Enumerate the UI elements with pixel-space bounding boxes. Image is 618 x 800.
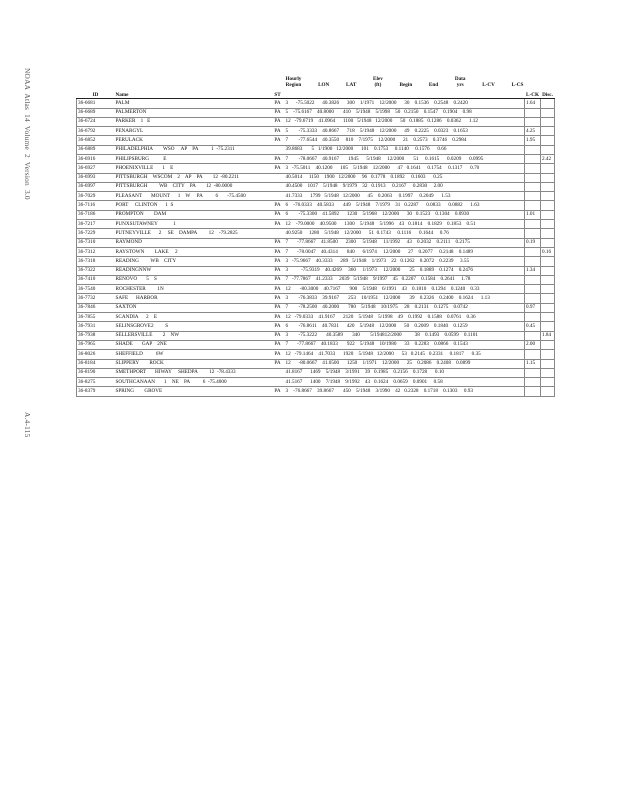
l-ck-cell xyxy=(525,108,541,117)
state-cell: PA xyxy=(271,108,285,117)
table-row xyxy=(77,127,555,136)
disc-cell xyxy=(541,164,555,173)
header-yrs: Data yrs xyxy=(454,76,466,88)
l-ck-cell xyxy=(525,164,541,173)
state-cell: PA xyxy=(271,350,285,359)
station-id-cell: 36-7312 xyxy=(77,247,115,256)
disc-cell xyxy=(541,210,555,219)
station-name-cell: PHOENIXVILLE 1 E xyxy=(115,164,271,173)
station-name-cell: ROCHESTER 1N xyxy=(115,285,271,294)
table-row xyxy=(77,192,555,201)
station-values-cell: 3 -75.5022 40.3826 300 1/1971 12/2000 30 0.1536 0.2548 0.2420 xyxy=(285,99,525,108)
disc-cell xyxy=(541,229,555,238)
l-ck-cell: 0.19 xyxy=(525,238,541,247)
station-id-cell: 36-7217 xyxy=(77,220,115,229)
table-row xyxy=(77,266,555,275)
state-cell: PA xyxy=(271,164,285,173)
state-cell: PA xyxy=(271,201,285,210)
disc-cell: 2.42 xyxy=(541,155,555,164)
l-ck-cell: 1.15 xyxy=(525,359,541,368)
station-values-cell: 3 -76.3833 39.9167 253 10/1951 12/2000 39 0.2326 0.2400 0.1624 1.13 xyxy=(285,294,525,303)
disc-cell xyxy=(541,313,555,322)
disc-cell xyxy=(541,294,555,303)
l-ck-cell xyxy=(525,229,541,238)
station-values-cell: 7 -77.8667 40.1833 922 5/1948 10/1980 33 0.2283 0.0866 0.1543 xyxy=(285,340,525,349)
station-values-cell: 40.5014 1150 1900 12/2000 96 0.1778 0.1892 0.1603 0.25 xyxy=(285,173,525,182)
l-ck-cell: 1.01 xyxy=(525,210,541,219)
station-id-cell: 36-8026 xyxy=(77,350,115,359)
state-cell: PA xyxy=(271,359,285,368)
header-measurements xyxy=(285,67,525,99)
table-row xyxy=(77,387,555,396)
table-row xyxy=(77,108,555,117)
table-row xyxy=(77,145,555,154)
state-cell: PA xyxy=(271,257,285,266)
station-name-cell: RENOVO 5 S xyxy=(115,275,271,284)
station-name-cell: SAXTON xyxy=(115,303,271,312)
disc-cell xyxy=(541,387,555,396)
header-st: ST xyxy=(271,67,285,99)
l-ck-cell xyxy=(525,155,541,164)
l-ck-cell xyxy=(525,331,541,340)
station-name-cell: RAYSTOWN LAKE 2 xyxy=(115,247,271,256)
station-values-cell: 6 -76.8611 40.7831 420 5/1948 12/2000 50 0.2009 0.1840 0.1259 xyxy=(285,322,525,331)
station-values-cell: 7 -77.8667 41.8500 2300 5/1948 11/1992 43 0.2032 0.2111 0.2175 xyxy=(285,238,525,247)
station-values-cell: 7 -77.6544 40.3550 810 7/1975 12/2000 21 0.2573 0.3746 0.2984 xyxy=(285,136,525,145)
disc-cell xyxy=(541,182,555,191)
header-lcs: L-CS xyxy=(511,81,524,88)
l-ck-cell xyxy=(525,294,541,303)
station-name-cell: PARKER 1 E xyxy=(115,117,271,126)
station-id-cell: 36-8190 xyxy=(77,368,115,377)
l-ck-cell: 4.25 xyxy=(525,127,541,136)
station-values-cell: 7 -77.7867 41.2333 2039 5/1948 9/1997 45 0.2207 0.1584 0.2641 1.78 xyxy=(285,275,525,284)
state-cell: PA xyxy=(271,322,285,331)
station-values-cell: 5 -75.6167 40.8000 410 5/1948 5/1998 50 0.2150 0.1547 0.1904 0.98 xyxy=(285,108,525,117)
disc-cell xyxy=(541,350,555,359)
state-cell: PA xyxy=(271,117,285,126)
station-id-cell: 36-6724 xyxy=(77,117,115,126)
table-row xyxy=(77,173,555,182)
station-name-cell: SPRING GROVE xyxy=(115,387,271,396)
header-elev: Elev (ft) xyxy=(373,76,383,88)
station-name-cell: SELLERSVILLE 2 NW xyxy=(115,331,271,340)
station-name-cell: PUTNEYVILLE 2 SE DAMPA 12 -79.2825 xyxy=(115,229,271,238)
disc-cell xyxy=(541,378,555,387)
station-name-cell: PUNXSUTAWNEY 1 xyxy=(115,220,271,229)
station-id-cell: 36-6927 xyxy=(77,164,115,173)
station-name-cell: PHILADELPHIA WSO AP PA 1 -75.2311 xyxy=(115,145,271,154)
station-id-cell: 36-7186 xyxy=(77,210,115,219)
station-values-cell: 3 -75.3222 40.3589 340 5/194812/2000 38 0.1493 0.0599 0.1101 xyxy=(285,331,525,340)
disc-cell xyxy=(541,359,555,368)
station-id-cell: 36-6681 xyxy=(77,99,115,108)
disc-cell xyxy=(541,238,555,247)
station-values-cell: 7 -78.0047 40.4314 840 6/1974 12/2000 27 0.2077 0.2148 0.1489 xyxy=(285,247,525,256)
disc-cell xyxy=(541,108,555,117)
document-title: NOAA Atlas 14 Volume 2 Version 3.0 xyxy=(23,68,32,200)
state-cell: PA xyxy=(271,294,285,303)
disc-cell xyxy=(541,220,555,229)
table-row xyxy=(77,247,555,256)
disc-cell xyxy=(541,285,555,294)
state-cell: PA xyxy=(271,275,285,284)
station-id-cell: 36-6889 xyxy=(77,145,115,154)
station-values-cell: 3 -75.9319 40.4269 360 1/1973 12/2000 25 0.1889 0.1274 0.2476 xyxy=(285,266,525,275)
station-id-cell: 36-6997 xyxy=(77,182,115,191)
station-id-cell: 36-6916 xyxy=(77,155,115,164)
station-name-cell: SHADE GAP 2NE xyxy=(115,340,271,349)
station-values-cell: 12 -80.0667 41.0500 1250 1/1971 12/2000 25 0.2086 0.2408 0.0899 xyxy=(285,359,525,368)
l-ck-cell xyxy=(525,350,541,359)
table-row xyxy=(77,238,555,247)
station-id-cell: 36-7938 xyxy=(77,331,115,340)
table-row xyxy=(77,294,555,303)
station-id-cell: 36-7229 xyxy=(77,229,115,238)
state-cell xyxy=(271,182,285,191)
state-cell: PA xyxy=(271,313,285,322)
state-cell: PA xyxy=(271,99,285,108)
header-lcv: L-CV xyxy=(482,81,495,88)
station-name-cell: PITTSBURGH WSCOM 2 AP PA 12 -80.2211 xyxy=(115,173,271,182)
station-values-cell: 12 -79.0333 41.9167 2120 5/1948 5/1998 49 0.1992 0.1588 0.0761 0.36 xyxy=(285,313,525,322)
station-id-cell: 36-7846 xyxy=(77,303,115,312)
table-row xyxy=(77,257,555,266)
table-row xyxy=(77,285,555,294)
table-row xyxy=(77,220,555,229)
disc-cell xyxy=(541,99,555,108)
table-row xyxy=(77,275,555,284)
station-name-cell: SCANDIA 2 E xyxy=(115,313,271,322)
header-lat: LAT xyxy=(346,81,357,88)
station-name-cell: READING WB CITY xyxy=(115,257,271,266)
station-id-cell: 36-7931 xyxy=(77,322,115,331)
l-ck-cell xyxy=(525,275,541,284)
station-values-cell: 41.8167 1469 5/1948 3/1991 39 0.1985 0.2156 0.1728 0.10 xyxy=(285,368,525,377)
l-ck-cell xyxy=(525,192,541,201)
header-id: ID xyxy=(77,67,115,99)
l-ck-cell xyxy=(525,117,541,126)
station-name-cell: PLEASANT MOUNT 1 W PA 6 -75.4500 xyxy=(115,192,271,201)
station-name-cell: SMETHPORT HIWAY SHEDPA 12 -78.4333 xyxy=(115,368,271,377)
disc-cell xyxy=(541,257,555,266)
station-id-cell: 36-7310 xyxy=(77,238,115,247)
l-ck-cell: 0.45 xyxy=(525,322,541,331)
table-row xyxy=(77,136,555,145)
disc-cell xyxy=(541,117,555,126)
state-cell: PA xyxy=(271,331,285,340)
station-name-cell: PALM xyxy=(115,99,271,108)
state-cell: PA xyxy=(271,127,285,136)
station-values-cell: 7 -78.2500 40.2000 780 5/1948 10/1975 28 0.2131 0.1275 0.0742 xyxy=(285,303,525,312)
station-id-cell: 36-7855 xyxy=(77,313,115,322)
state-cell: PA xyxy=(271,155,285,164)
station-values-cell: 41.5167 1400 7/1948 9/1992 43 0.1624 0.0659 0.0901 0.58 xyxy=(285,378,525,387)
table-row xyxy=(77,313,555,322)
station-values-cell: 6 -76.0333 40.5833 449 5/1948 7/1979 31 0.2287 0.0833 0.0882 1.63 xyxy=(285,201,525,210)
l-ck-cell xyxy=(525,313,541,322)
table-header-row xyxy=(77,67,555,99)
station-name-cell: PROMPTON DAM xyxy=(115,210,271,219)
table-row xyxy=(77,378,555,387)
station-values-cell: 41.7333 1799 5/1948 12/2000 45 0.2063 0.1997 0.2049 1.53 xyxy=(285,192,525,201)
disc-cell xyxy=(541,275,555,284)
station-id-cell: 36-8184 xyxy=(77,359,115,368)
table-row xyxy=(77,210,555,219)
state-cell: PA xyxy=(271,340,285,349)
l-ck-cell: 0.97 xyxy=(525,303,541,312)
station-id-cell: 36-7540 xyxy=(77,285,115,294)
table-row xyxy=(77,303,555,312)
disc-cell xyxy=(541,303,555,312)
station-id-cell: 36-7732 xyxy=(77,294,115,303)
l-ck-cell: 1.64 xyxy=(525,99,541,108)
l-ck-cell xyxy=(525,378,541,387)
station-table xyxy=(76,67,555,397)
header-disc: Disc. xyxy=(541,67,555,99)
table-row xyxy=(77,164,555,173)
station-id-cell: 36-7318 xyxy=(77,257,115,266)
header-lon: LON xyxy=(318,81,330,88)
state-cell: PA xyxy=(271,220,285,229)
table-row xyxy=(77,340,555,349)
state-cell xyxy=(271,192,285,201)
state-cell: PA xyxy=(271,247,285,256)
station-values-cell: 3 -75.5011 40.1200 105 5/1948 12/2000 47 0.1641 0.1754 0.1317 0.70 xyxy=(285,164,525,173)
table-row xyxy=(77,117,555,126)
station-id-cell: 36-6689 xyxy=(77,108,115,117)
station-name-cell: PORT CLINTON 1 S xyxy=(115,201,271,210)
state-cell xyxy=(271,368,285,377)
station-id-cell: 36-6792 xyxy=(77,127,115,136)
station-id-cell: 36-8275 xyxy=(77,378,115,387)
disc-cell xyxy=(541,127,555,136)
station-values-cell: 7 -78.0667 40.9167 1945 5/1948 12/2000 51 0.1615 0.0209 0.0995 xyxy=(285,155,525,164)
station-id-cell: 36-7029 xyxy=(77,192,115,201)
station-values-cell: 12 -79.6719 41.0964 1100 5/1948 12/2000 50 0.1885 0.1286 0.0362 1.12 xyxy=(285,117,525,126)
station-name-cell: SELINSGROVE2 S xyxy=(115,322,271,331)
station-values-cell: 40.4500 1017 5/1948 9/1979 32 0.1913 0.2167 0.2830 2.00 xyxy=(285,182,525,191)
l-ck-cell xyxy=(525,220,541,229)
station-name-cell: RAYMOND xyxy=(115,238,271,247)
disc-cell xyxy=(541,322,555,331)
l-ck-cell xyxy=(525,173,541,182)
disc-cell xyxy=(541,136,555,145)
station-values-cell: 12 -79.0000 40.9500 1300 5/1948 5/1996 43 0.1814 0.1829 0.1853 0.51 xyxy=(285,220,525,229)
table-row xyxy=(77,99,555,108)
table-row xyxy=(77,201,555,210)
station-values-cell: 3 -76.8667 39.8667 450 5/1948 3/1990 42 0.2328 0.1718 0.1303 0.93 xyxy=(285,387,525,396)
table-row xyxy=(77,359,555,368)
l-ck-cell xyxy=(525,257,541,266)
l-ck-cell xyxy=(525,247,541,256)
state-cell: PA xyxy=(271,387,285,396)
l-ck-cell: 2.00 xyxy=(525,340,541,349)
l-ck-cell xyxy=(525,201,541,210)
station-id-cell: 36-6993 xyxy=(77,173,115,182)
l-ck-cell xyxy=(525,182,541,191)
station-name-cell: PERULACK xyxy=(115,136,271,145)
station-values-cell: 12 -80.3000 40.7167 900 5/1948 6/1991 43 0.1810 0.1294 0.1240 0.33 xyxy=(285,285,525,294)
station-values-cell: 5 -75.3333 40.8667 718 5/1948 12/2000 49 0.2225 0.0323 0.1653 xyxy=(285,127,525,136)
station-name-cell: SOUTHCANAAN 1 NE PA 6 -75.4000 xyxy=(115,378,271,387)
state-cell xyxy=(271,229,285,238)
state-cell xyxy=(271,378,285,387)
page-number: A.4-115 xyxy=(23,412,32,438)
disc-cell: 0.16 xyxy=(541,247,555,256)
station-values-cell: 40.9250 1280 5/1948 12/2000 51 0.1743 0.1116 0.1644 0.76 xyxy=(285,229,525,238)
disc-cell xyxy=(541,368,555,377)
station-name-cell: PENARGYL xyxy=(115,127,271,136)
station-name-cell: PITTSBURGH WB CITY PA 12 -80.0000 xyxy=(115,182,271,191)
station-id-cell: 36-8379 xyxy=(77,387,115,396)
station-values-cell: 6 -75.3300 41.5892 1230 5/1968 12/2000 30 0.1523 0.1304 0.0930 xyxy=(285,210,525,219)
table-row xyxy=(77,368,555,377)
state-cell: PA xyxy=(271,266,285,275)
l-ck-cell: 1.34 xyxy=(525,266,541,275)
station-name-cell: SHEFFIELD 6W xyxy=(115,350,271,359)
l-ck-cell xyxy=(525,285,541,294)
header-end: End xyxy=(428,81,439,88)
disc-cell xyxy=(541,340,555,349)
header-lck: L-CK xyxy=(525,67,541,99)
station-values-cell: 3 -75.9667 40.3333 289 5/1948 1/1973 22 0.1262 0.2072 0.2239 3.55 xyxy=(285,257,525,266)
disc-cell xyxy=(541,266,555,275)
state-cell: PA xyxy=(271,285,285,294)
station-values-cell: 12 -79.1464 41.7033 1920 5/1948 12/2000 53 0.2145 0.2331 0.1817 0.35 xyxy=(285,350,525,359)
disc-cell xyxy=(541,145,555,154)
disc-cell: 1.84 xyxy=(541,331,555,340)
state-cell: PA xyxy=(271,303,285,312)
header-region: Hourly Region xyxy=(285,76,302,88)
table-row xyxy=(77,322,555,331)
header-name: Name xyxy=(115,67,271,99)
disc-cell xyxy=(541,173,555,182)
disc-cell xyxy=(541,201,555,210)
header-begin: Begin xyxy=(399,81,413,88)
station-name-cell: SLIPPERY ROCK xyxy=(115,359,271,368)
station-id-cell: 36-7410 xyxy=(77,275,115,284)
disc-cell xyxy=(541,192,555,201)
state-cell: PA xyxy=(271,210,285,219)
station-id-cell: 36-7965 xyxy=(77,340,115,349)
l-ck-cell xyxy=(525,387,541,396)
station-id-cell: 36-6852 xyxy=(77,136,115,145)
table-row xyxy=(77,229,555,238)
state-cell xyxy=(271,173,285,182)
station-id-cell: 36-7322 xyxy=(77,266,115,275)
table-row xyxy=(77,155,555,164)
state-cell: PA xyxy=(271,238,285,247)
station-name-cell: PHILIPSBURG E xyxy=(115,155,271,164)
l-ck-cell xyxy=(525,368,541,377)
table-row xyxy=(77,331,555,340)
station-name-cell: SAFE HARBOR xyxy=(115,294,271,303)
state-cell xyxy=(271,145,285,154)
station-id-cell: 36-7116 xyxy=(77,201,115,210)
l-ck-cell xyxy=(525,145,541,154)
table-row xyxy=(77,182,555,191)
station-name-cell: READINGNNW xyxy=(115,266,271,275)
station-name-cell: PALMERTON xyxy=(115,108,271,117)
l-ck-cell: 1.95 xyxy=(525,136,541,145)
table-row xyxy=(77,350,555,359)
station-values-cell: 39.8683 5 1/1900 12/2000 101 0.1753 0.1140 0.1576 0.66 xyxy=(285,145,525,154)
state-cell: PA xyxy=(271,136,285,145)
